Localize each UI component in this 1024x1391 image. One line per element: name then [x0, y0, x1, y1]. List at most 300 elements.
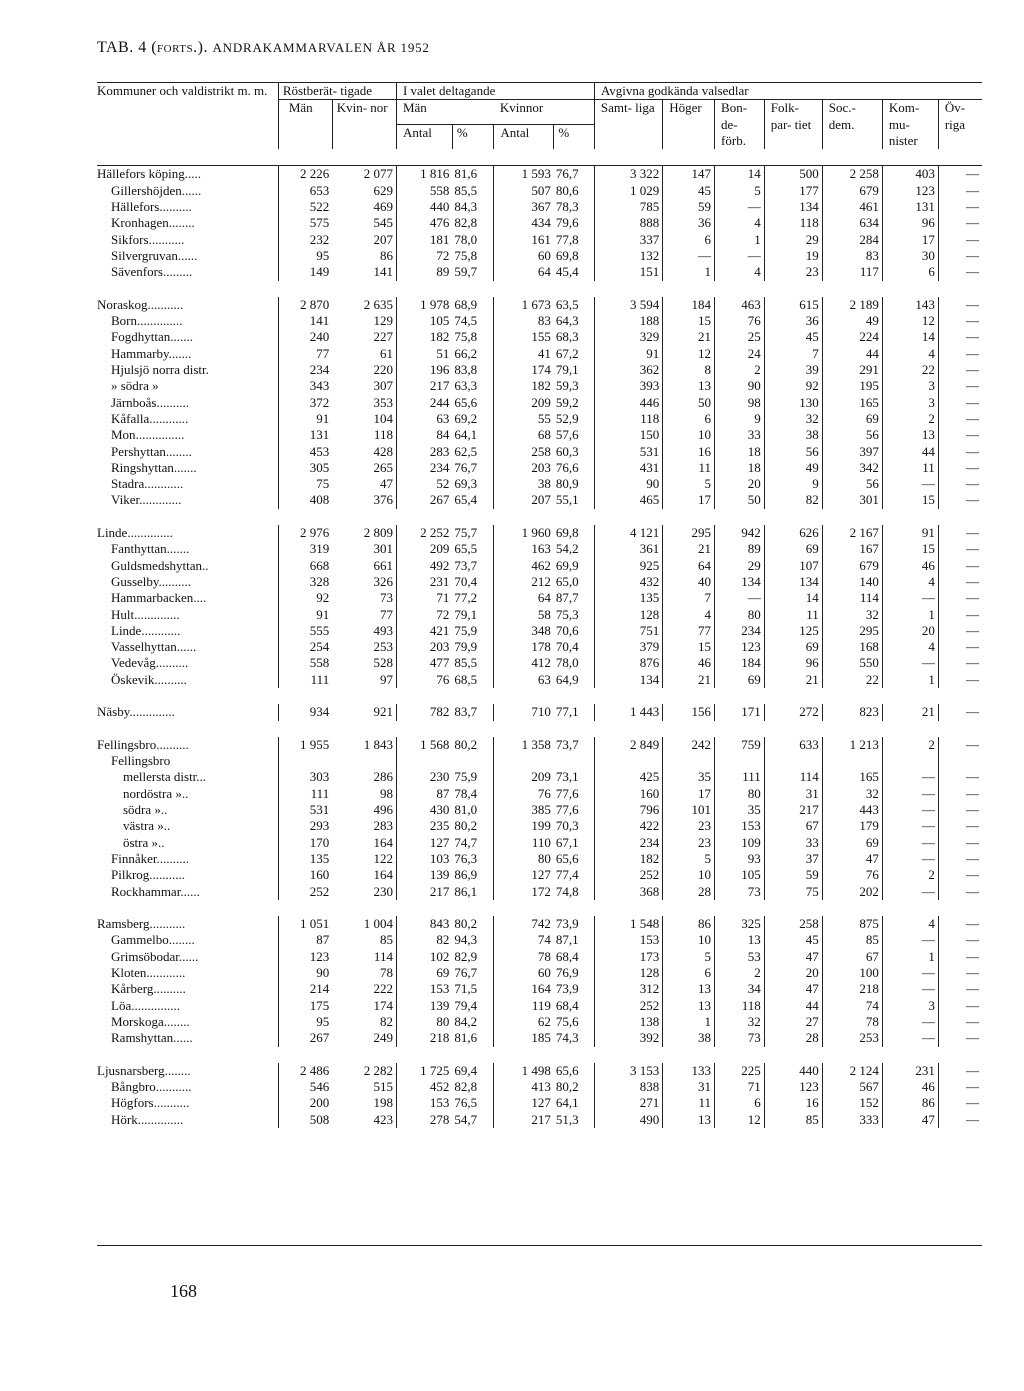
cell-col-7: 64: [663, 558, 715, 574]
cell-col-1: 118: [332, 427, 396, 443]
cell-col-5: 69,8: [554, 248, 594, 264]
cell-col-1: 326: [332, 574, 396, 590]
table-row: [97, 574, 982, 590]
cell-col-6: 91: [594, 346, 662, 362]
cell-col-7: 86: [663, 916, 715, 932]
cell-col-11: 13: [882, 427, 938, 443]
table-row: [97, 444, 982, 460]
cell-col-7: 36: [663, 215, 715, 231]
cell-col-6: 751: [594, 623, 662, 639]
cell-col-11: 3: [882, 998, 938, 1014]
cell-col-3: 77,2: [452, 590, 493, 606]
row-label: [97, 835, 278, 851]
cell-col-8: 13: [715, 932, 765, 948]
cell-col-4: 55: [537, 410, 551, 426]
row-label: [97, 183, 278, 199]
cell-col-12: —: [966, 362, 979, 378]
cell-col-1: 98: [332, 786, 396, 802]
cell-col-11: 4: [882, 916, 938, 932]
cell-col-1: 198: [332, 1095, 396, 1111]
cell-col-9: 134: [764, 574, 822, 590]
row-label: [97, 786, 278, 802]
cell-col-9: 134: [764, 199, 822, 215]
cell-col-5: 76,7: [554, 166, 594, 183]
cell-col-9: 47: [764, 981, 822, 997]
cell-col-9: 21: [764, 672, 822, 688]
cell-col-7: 16: [663, 444, 715, 460]
cell-col-2: 244: [429, 394, 450, 410]
cell-col-12: —: [966, 1030, 979, 1046]
cell-col-4: 507: [531, 182, 551, 198]
cell-col-12: —: [966, 1111, 979, 1127]
cell-col-1: 47: [332, 476, 396, 492]
cell-col-6: 876: [594, 655, 662, 671]
cell-col-9: 82: [764, 492, 822, 508]
row-label: [97, 199, 278, 215]
cell-col-4: 434: [531, 215, 551, 231]
cell-col-1: 164: [332, 867, 396, 883]
row-label: [97, 444, 278, 460]
cell-col-12: —: [966, 850, 979, 866]
cell-col-4: [494, 753, 554, 769]
cell-col-10: 2 258: [822, 166, 882, 183]
row-gap: [97, 509, 982, 525]
cell-col-11: 21: [882, 704, 938, 720]
row-label: [97, 818, 278, 834]
cell-col-12: —: [966, 590, 979, 606]
cell-col-4: 742: [531, 916, 551, 932]
row-label: [97, 395, 278, 411]
row-leader-dots: ........: [164, 1062, 191, 1078]
cell-col-11: 46: [882, 558, 938, 574]
cell-col-3: 75,8: [452, 329, 493, 345]
cell-col-7: 21: [663, 541, 715, 557]
cell-col-0: 160: [278, 867, 332, 883]
header-avgivna: Avgivna godkända valsedlar: [594, 83, 982, 100]
cell-col-9: 49: [764, 460, 822, 476]
cell-col-0: 522: [278, 199, 332, 215]
cell-col-3: 69,3: [452, 476, 493, 492]
table-row: [97, 786, 982, 802]
cell-col-3: 74,7: [452, 835, 493, 851]
header-antal-man: Antal: [396, 125, 452, 149]
cell-col-6: 1 548: [594, 916, 662, 932]
row-name: Guldsmedshyttan: [111, 557, 202, 573]
row-name: västra »: [123, 818, 164, 834]
cell-col-8: 71: [715, 1079, 765, 1095]
cell-col-3: 76,3: [452, 851, 493, 867]
header-samtliga: Samt- liga: [594, 100, 662, 149]
cell-col-9: 69: [764, 639, 822, 655]
cell-col-2: 102: [429, 948, 450, 964]
cell-col-5: 87,7: [554, 590, 594, 606]
cell-col-10: 78: [822, 1014, 882, 1030]
cell-col-12: —: [966, 622, 979, 638]
header-pct-man: %: [452, 125, 493, 149]
row-name: Ringshyttan: [111, 459, 174, 475]
table-row: [97, 215, 982, 231]
cell-col-0: 111: [278, 786, 332, 802]
cell-col-1: 253: [332, 639, 396, 655]
cell-col-11: 1: [882, 949, 938, 965]
cell-col-10: 67: [822, 949, 882, 965]
row-label: [97, 672, 278, 688]
table-row: [97, 232, 982, 248]
table-row: [97, 346, 982, 362]
row-leader-dots: ......: [173, 1030, 193, 1046]
row-name: Gusselby: [111, 573, 159, 589]
cell-col-6: 252: [594, 998, 662, 1014]
cell-col-7: 21: [663, 672, 715, 688]
row-label: [97, 476, 278, 492]
header-kvinnor-deltagande: Kvinnor: [494, 100, 595, 125]
cell-col-6: 446: [594, 395, 662, 411]
cell-col-12: —: [966, 573, 979, 589]
row-leader-dots: ...........: [148, 231, 185, 247]
cell-col-6: 431: [594, 460, 662, 476]
cell-col-2: 82: [436, 932, 450, 948]
cell-col-11: 96: [882, 215, 938, 231]
row-label: [97, 558, 278, 574]
cell-col-5: 78,0: [554, 655, 594, 671]
cell-col-4: 413: [531, 1079, 551, 1095]
cell-col-0: 305: [278, 460, 332, 476]
row-leader-dots: ......: [181, 182, 202, 198]
row-name: Hällefors köping: [97, 166, 185, 182]
row-name: Hammarby: [111, 345, 169, 361]
cell-col-11: —: [882, 476, 938, 492]
cell-col-10: 117: [822, 264, 882, 280]
row-name: Gammelbo: [111, 932, 169, 948]
cell-col-12: —: [966, 965, 979, 981]
cell-col-2: 234: [429, 459, 450, 475]
cell-col-0: 175: [278, 998, 332, 1014]
cell-col-0: 254: [278, 639, 332, 655]
cell-col-7: 15: [663, 313, 715, 329]
cell-col-2: 72: [436, 606, 450, 622]
cell-col-12: —: [966, 1095, 979, 1111]
cell-col-0: 95: [278, 1014, 332, 1030]
cell-col-4: 412: [531, 655, 551, 671]
header-kommuner: Kommuner och valdistrikt m. m.: [97, 83, 278, 150]
row-name: Finnåker: [111, 850, 157, 866]
cell-col-8: 9: [715, 411, 765, 427]
cell-col-6: 153: [594, 932, 662, 948]
cell-col-0: 575: [278, 215, 332, 231]
cell-col-2: 103: [429, 850, 450, 866]
row-name: Pilkrog: [111, 867, 150, 883]
cell-col-9: 440: [764, 1063, 822, 1079]
row-leader-dots: ..............: [134, 606, 180, 622]
cell-col-12: —: [966, 981, 979, 997]
cell-col-10: 679: [822, 183, 882, 199]
row-label: [97, 1095, 278, 1111]
row-name: södra »: [123, 802, 161, 818]
cell-col-0: 934: [278, 704, 332, 720]
table-row: [97, 166, 982, 183]
row-leader-dots: .......: [166, 541, 190, 557]
cell-col-8: 18: [715, 444, 765, 460]
cell-col-10: 218: [822, 981, 882, 997]
table-row: [97, 395, 982, 411]
cell-col-0: 111: [278, 672, 332, 688]
cell-col-7: 242: [663, 737, 715, 753]
row-name: Silvergruvan: [111, 247, 178, 263]
cell-col-8: 123: [715, 639, 765, 655]
cell-col-8: 184: [715, 655, 765, 671]
cell-col-11: —: [882, 655, 938, 671]
header-kvinnor: Kvin- nor: [332, 100, 396, 149]
table-row: [97, 769, 982, 785]
table-row: [97, 1063, 982, 1079]
cell-col-1: 86: [332, 248, 396, 264]
cell-col-5: 60,3: [554, 444, 594, 460]
table-row: [97, 590, 982, 606]
row-label: [97, 704, 278, 720]
cell-col-7: 13: [663, 981, 715, 997]
cell-col-11: 15: [882, 492, 938, 508]
cell-col-9: 9: [764, 476, 822, 492]
cell-col-4: 348: [531, 622, 551, 638]
cell-col-11: —: [882, 1014, 938, 1030]
cell-col-2: 1 568: [420, 736, 450, 752]
row-label: [97, 1014, 278, 1030]
table-row: [97, 623, 982, 639]
cell-col-8: 6: [715, 1095, 765, 1111]
cell-col-9: 114: [764, 769, 822, 785]
cell-col-8: 463: [715, 297, 765, 313]
row-name: » södra »: [111, 378, 159, 394]
cell-col-10: 253: [822, 1030, 882, 1046]
cell-col-6: 118: [594, 411, 662, 427]
row-leader-dots: ........: [163, 1013, 190, 1029]
header-kommunister: Kom- mu- nister: [882, 100, 938, 149]
cell-col-7: 10: [663, 932, 715, 948]
row-name: Högfors: [111, 1095, 154, 1111]
title-main: ANDRAKAMMARVALEN ÅR 1952: [212, 40, 430, 55]
cell-col-5: 76,9: [554, 965, 594, 981]
cell-col-5: 75,3: [554, 607, 594, 623]
cell-col-12: —: [966, 769, 979, 785]
cell-col-8: 2: [715, 362, 765, 378]
cell-col-5: 65,6: [554, 1063, 594, 1079]
cell-col-7: 147: [663, 166, 715, 183]
row-name: Stadra: [111, 476, 145, 492]
cell-col-4: 78: [537, 948, 551, 964]
cell-col-3: 68,9: [452, 297, 493, 313]
cell-col-8: 35: [715, 802, 765, 818]
cell-col-5: 64,9: [554, 672, 594, 688]
cell-col-5: 70,3: [554, 818, 594, 834]
cell-col-3: 80,2: [452, 737, 493, 753]
cell-col-7: 23: [663, 835, 715, 851]
cell-col-1: 307: [332, 378, 396, 394]
cell-col-11: 2: [882, 867, 938, 883]
cell-col-0: 214: [278, 981, 332, 997]
table-row: [97, 248, 982, 264]
cell-col-12: —: [966, 867, 979, 883]
cell-col-6: 90: [594, 476, 662, 492]
cell-col-11: —: [882, 835, 938, 851]
cell-col-4: 203: [531, 459, 551, 475]
cell-col-6: 368: [594, 884, 662, 900]
row-leader-dots: ..............: [137, 313, 183, 329]
cell-col-10: 2 124: [822, 1063, 882, 1079]
row-name: Fogdhyttan: [111, 329, 171, 345]
cell-col-11: 4: [882, 346, 938, 362]
cell-col-12: —: [966, 557, 979, 573]
cell-col-5: 73,7: [554, 737, 594, 753]
cell-col-7: 13: [663, 1112, 715, 1128]
cell-col-6: 531: [594, 444, 662, 460]
cell-col-3: 78,4: [452, 786, 493, 802]
cell-col-1: 1 004: [332, 916, 396, 932]
cell-col-7: 31: [663, 1079, 715, 1095]
cell-col-12: —: [966, 655, 979, 671]
cell-col-3: 82,8: [452, 1079, 493, 1095]
row-label: [97, 769, 278, 785]
cell-col-2: 477: [429, 655, 450, 671]
row-leader-dots: .........: [163, 264, 193, 280]
cell-col-9: [764, 753, 822, 769]
cell-col-5: 65,0: [554, 574, 594, 590]
cell-col-3: 69,2: [452, 411, 493, 427]
cell-col-0: 668: [278, 558, 332, 574]
cell-col-0: 531: [278, 802, 332, 818]
cell-col-3: 76,7: [452, 460, 493, 476]
table-row: [97, 802, 982, 818]
cell-col-12: —: [966, 736, 979, 752]
cell-col-11: —: [882, 932, 938, 948]
cell-col-9: 29: [764, 232, 822, 248]
bottom-rule: [97, 1245, 982, 1246]
cell-col-5: [554, 753, 594, 769]
cell-col-9: 31: [764, 786, 822, 802]
cell-col-2: 267: [429, 492, 450, 508]
cell-col-12: —: [966, 166, 979, 182]
cell-col-4: 161: [531, 231, 551, 247]
cell-col-7: 15: [663, 639, 715, 655]
cell-col-3: 65,5: [452, 541, 493, 557]
cell-col-10: 49: [822, 313, 882, 329]
header-i-valet: I valet deltagande: [396, 83, 594, 100]
cell-col-6: 796: [594, 802, 662, 818]
cell-col-0: 303: [278, 769, 332, 785]
cell-col-12: —: [966, 296, 979, 312]
cell-col-11: 3: [882, 378, 938, 394]
table-row: [97, 525, 982, 541]
row-name: Viker: [111, 492, 140, 508]
cell-col-0: 328: [278, 574, 332, 590]
cell-col-12: —: [966, 264, 979, 280]
cell-col-8: 80: [715, 786, 765, 802]
cell-col-11: 131: [882, 199, 938, 215]
cell-col-2: 2 252: [420, 525, 450, 541]
row-name: Ramshyttan: [111, 1030, 174, 1046]
cell-col-9: 96: [764, 655, 822, 671]
row-leader-dots: .............: [139, 492, 182, 508]
cell-col-8: 73: [715, 1030, 765, 1046]
row-name: Kåfalla: [111, 410, 150, 426]
row-name: Linde: [111, 622, 142, 638]
row-name: östra »: [123, 834, 159, 850]
cell-col-0: 135: [278, 851, 332, 867]
row-label: [97, 965, 278, 981]
cell-col-1: 141: [332, 264, 396, 280]
row-leader-dots: ...........: [149, 916, 186, 932]
cell-col-2: 87: [436, 785, 450, 801]
cell-col-2: 1 816: [420, 166, 450, 182]
cell-col-5: 67,2: [554, 346, 594, 362]
row-name: Fanthyttan: [111, 541, 167, 557]
cell-col-7: 1: [663, 264, 715, 280]
cell-col-10: 291: [822, 362, 882, 378]
row-leader-dots: ..........: [153, 981, 186, 997]
cell-col-2: 421: [429, 622, 450, 638]
cell-col-7: 28: [663, 884, 715, 900]
cell-col-9: 20: [764, 965, 822, 981]
cell-col-1: 286: [332, 769, 396, 785]
title-prefix: TAB. 4 (forts.).: [97, 39, 208, 56]
cell-col-0: 293: [278, 818, 332, 834]
cell-col-10: 56: [822, 427, 882, 443]
row-label: [97, 232, 278, 248]
row-label: [97, 932, 278, 948]
cell-col-0: 546: [278, 1079, 332, 1095]
row-label: [97, 639, 278, 655]
cell-col-0: 2 486: [278, 1063, 332, 1079]
cell-col-0: 87: [278, 932, 332, 948]
header-antal-kvinnor: Antal: [494, 125, 554, 149]
row-name: Hjulsjö norra distr.: [111, 362, 209, 378]
row-name: Grimsöbodar: [111, 948, 179, 964]
cell-col-10: 69: [822, 411, 882, 427]
cell-col-0: 319: [278, 541, 332, 557]
cell-col-7: —: [663, 248, 715, 264]
row-label: [97, 574, 278, 590]
cell-col-9: 47: [764, 949, 822, 965]
row-leader-dots: ..............: [137, 1111, 184, 1127]
cell-col-9: 67: [764, 818, 822, 834]
row-name: nordöstra »: [123, 785, 182, 801]
cell-col-6: 128: [594, 965, 662, 981]
header-rostberattigade: Röstberät- tigade: [278, 83, 396, 100]
row-label: [97, 248, 278, 264]
table-row: [97, 998, 982, 1014]
cell-col-11: 2: [882, 411, 938, 427]
cell-col-8: —: [715, 199, 765, 215]
cell-col-9: 92: [764, 378, 822, 394]
table-row: [97, 460, 982, 476]
row-gap: [97, 721, 982, 737]
cell-col-7: 6: [663, 411, 715, 427]
cell-col-10: 2 189: [822, 297, 882, 313]
cell-col-5: 64,1: [554, 1095, 594, 1111]
row-label: [97, 492, 278, 508]
cell-col-3: 78,0: [452, 232, 493, 248]
header-ovriga: Öv- riga: [938, 100, 982, 149]
cell-col-8: 93: [715, 851, 765, 867]
cell-col-4: 83: [537, 313, 551, 329]
cell-col-8: 12: [715, 1112, 765, 1128]
table-row: [97, 867, 982, 883]
cell-col-10: 76: [822, 867, 882, 883]
row-leader-dots: ............: [146, 965, 186, 981]
cell-col-4: 462: [531, 557, 551, 573]
cell-col-1: 301: [332, 541, 396, 557]
cell-col-1: 164: [332, 835, 396, 851]
cell-col-9: 45: [764, 329, 822, 345]
